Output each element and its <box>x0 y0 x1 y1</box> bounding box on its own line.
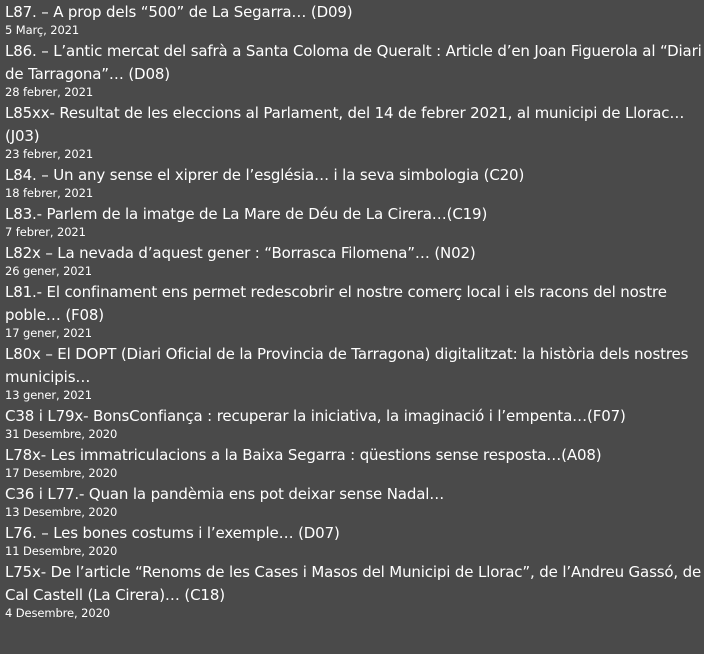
list-item <box>5 404 704 443</box>
list-item <box>5 0 704 39</box>
list-item <box>5 443 704 482</box>
post-title-link[interactable]: L81.- El confinament ens permet redescobrir el nostre comerç local i els racons del nostre poble… (F08) <box>5 283 667 324</box>
list-item <box>5 482 704 521</box>
post-date: 11 Desembre, 2020 <box>5 544 118 558</box>
post-title-link[interactable]: L82x – La nevada d’aquest gener : “Borrasca Filomena”… (N02) <box>5 244 476 262</box>
post-title-link[interactable]: C38 i L79x- BonsConfiança : recuperar la iniciativa, la imaginació i l’empenta…(F07) <box>5 407 626 425</box>
post-date: 7 febrer, 2021 <box>5 225 86 239</box>
post-title-link[interactable]: L80x – El DOPT (Diari Oficial de la Provincia de Tarragona) digitalitzat: la història dels nostres municipis… <box>5 345 689 386</box>
post-title-link[interactable]: L75x- De l’article “Renoms de les Cases i Masos del Municipi de Llorac”, de l’Andreu Gassó, de Cal Castell (La Cirera)… (C18) <box>5 563 702 604</box>
post-date: 17 Desembre, 2020 <box>5 466 118 480</box>
post-title-link[interactable]: C36 i L77.- Quan la pandèmia ens pot deixar sense Nadal… <box>5 485 445 503</box>
post-title-link[interactable]: L84. – Un any sense el xiprer de l’església… i la seva simbologia (C20) <box>5 166 525 184</box>
list-item <box>5 39 704 101</box>
post-title-link[interactable]: L83.- Parlem de la imatge de La Mare de Déu de La Cirera…(C19) <box>5 205 488 223</box>
post-date: 4 Desembre, 2020 <box>5 606 110 620</box>
post-title-link[interactable]: L85xx- Resultat de les eleccions al Parlament, del 14 de febrer 2021, al municipi de Llorac…(J03) <box>5 104 685 145</box>
post-date: 13 gener, 2021 <box>5 388 92 402</box>
post-date: 28 febrer, 2021 <box>5 85 94 99</box>
post-date: 31 Desembre, 2020 <box>5 427 118 441</box>
post-title-link[interactable]: L87. – A prop dels “500” de La Segarra… (D09) <box>5 3 353 21</box>
post-title-link[interactable]: L78x- Les immatriculacions a la Baixa Segarra : qüestions sense resposta…(A08) <box>5 446 602 464</box>
post-title-link[interactable]: L86. – L’antic mercat del safrà a Santa Coloma de Queralt : Article d’en Joan Figuerola al “Diari de Tarragona”… (D08) <box>5 42 702 83</box>
post-date: 18 febrer, 2021 <box>5 186 94 200</box>
post-date: 23 febrer, 2021 <box>5 147 94 161</box>
list-item <box>5 342 704 404</box>
post-date: 5 Març, 2021 <box>5 23 80 37</box>
list-item <box>5 521 704 560</box>
list-item <box>5 163 704 202</box>
list-item <box>5 560 704 622</box>
post-date: 26 gener, 2021 <box>5 264 92 278</box>
post-title-link[interactable]: L76. – Les bones costums i l’exemple… (D07) <box>5 524 340 542</box>
list-item <box>5 241 704 280</box>
list-item <box>5 101 704 163</box>
post-date: 17 gener, 2021 <box>5 326 92 340</box>
list-item <box>5 202 704 241</box>
post-date: 13 Desembre, 2020 <box>5 505 118 519</box>
list-item <box>5 280 704 342</box>
